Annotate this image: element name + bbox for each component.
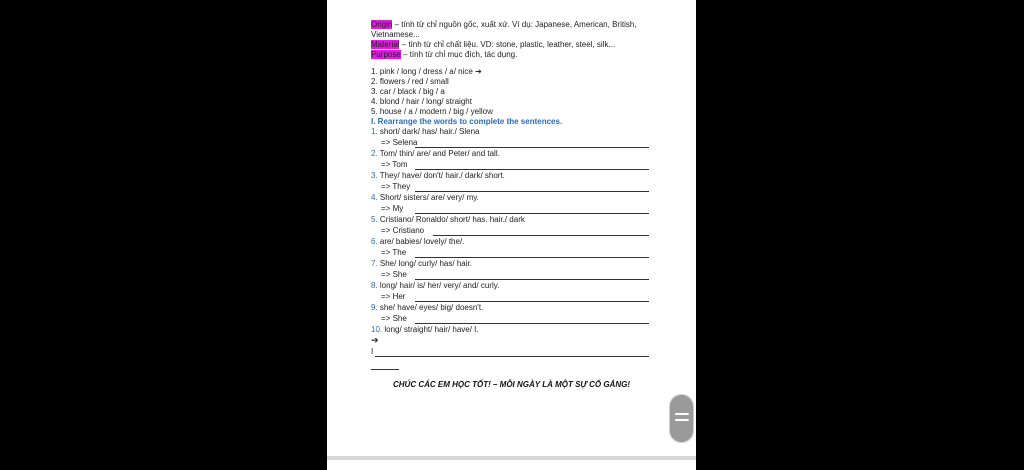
answer-line-4: => My: [371, 203, 653, 215]
answer-line-5: => Cristiano: [371, 225, 653, 237]
question-3: 3. They/ have/ don't/ hair./ dark/ short.: [371, 171, 505, 180]
arrow-icon: ➔: [371, 335, 379, 345]
legend-purpose: [371, 50, 653, 60]
highlight-material: Material: [371, 40, 400, 49]
legend-purpose-desc: – tính từ chỉ mục đích, tác dụng.: [400, 50, 518, 59]
order-item-1: 1. pink / long / dress / a/ nice ➔: [371, 67, 482, 76]
answer-line-1: => Selena: [371, 137, 653, 149]
question-9: 9. she/ have/ eyes/ big/ doesn't.: [371, 303, 484, 312]
answer-line-2: => Tom: [371, 159, 653, 171]
answer-line-6: => The: [371, 247, 653, 259]
highlight-purpose: Purpose: [371, 50, 401, 59]
next-page: [327, 460, 696, 470]
answer-line-8: => Her: [371, 291, 653, 303]
legend-origin-desc: – tính từ chỉ nguồn gốc, xuất xứ. Ví dụ: Japanese, American, British,: [392, 20, 637, 29]
question-5: 5. Cristiano/ Ronaldo/ short/ has. hair./ dark: [371, 215, 525, 224]
answer-blank: [415, 301, 649, 302]
section-title: I. Rearrange the words to complete the sentences.: [371, 117, 563, 126]
question-4: 4. Short/ sisters/ are/ very/ my.: [371, 193, 479, 202]
question-8: 8. long/ hair/ is/ her/ very/ and/ curly.: [371, 281, 500, 290]
question-2: 2. Tom/ thin/ are/ and Peter/ and tall.: [371, 149, 500, 158]
answer-blank: [415, 147, 649, 148]
footer-message: CHÚC CÁC EM HỌC TỐT! – MỖI NGÀY LÀ MỘT SỰ CỐ GẮNG!: [393, 380, 630, 389]
answer-blank: [415, 213, 649, 214]
legend-origin-cont: Vietnamese...: [371, 30, 420, 39]
answer-line-3: => They: [371, 181, 653, 193]
order-item-3: 3. car / black / big / a: [371, 87, 445, 96]
highlight-origin: Origin: [371, 20, 393, 29]
grip-line-icon: [675, 413, 689, 415]
answer-blank: [375, 356, 649, 357]
answer-line-10: I: [371, 345, 653, 359]
legend-origin: [371, 20, 653, 30]
legend-material-desc: – tính từ chỉ chất liệu. VD: stone, plastic, leather, steel, silk...: [399, 40, 616, 49]
answer-line-7: => She: [371, 269, 653, 281]
order-item-4: 4. blond / hair / long/ straight: [371, 97, 472, 106]
order-item-5: 5. house / a / modern / big / yellow: [371, 107, 493, 116]
answer-blank: [415, 169, 649, 170]
answer-blank: [415, 191, 649, 192]
page-content: [371, 20, 653, 370]
question-1: 1. short/ dark/ has/ hair./ Slena: [371, 127, 480, 136]
question-7: 7. She/ long/ curly/ has/ hair.: [371, 259, 472, 268]
answer-blank-continuation: [371, 369, 399, 370]
answer-blank: [415, 323, 649, 324]
question-10: 10. long/ straight/ hair/ have/ I.: [371, 325, 479, 334]
question-6: 6. are/ babies/ lovely/ the/.: [371, 237, 465, 246]
document-page: [327, 0, 696, 456]
grip-line-icon: [675, 419, 689, 421]
arrow-icon: ➔: [475, 67, 482, 76]
scroll-handle[interactable]: [669, 394, 694, 443]
legend-material: [371, 40, 653, 50]
answer-blank: [415, 279, 649, 280]
answer-blank: [433, 235, 649, 236]
order-item-2: 2. flowers / red / small: [371, 77, 449, 86]
answer-blank: [415, 257, 649, 258]
answer-line-9: => She: [371, 313, 653, 325]
